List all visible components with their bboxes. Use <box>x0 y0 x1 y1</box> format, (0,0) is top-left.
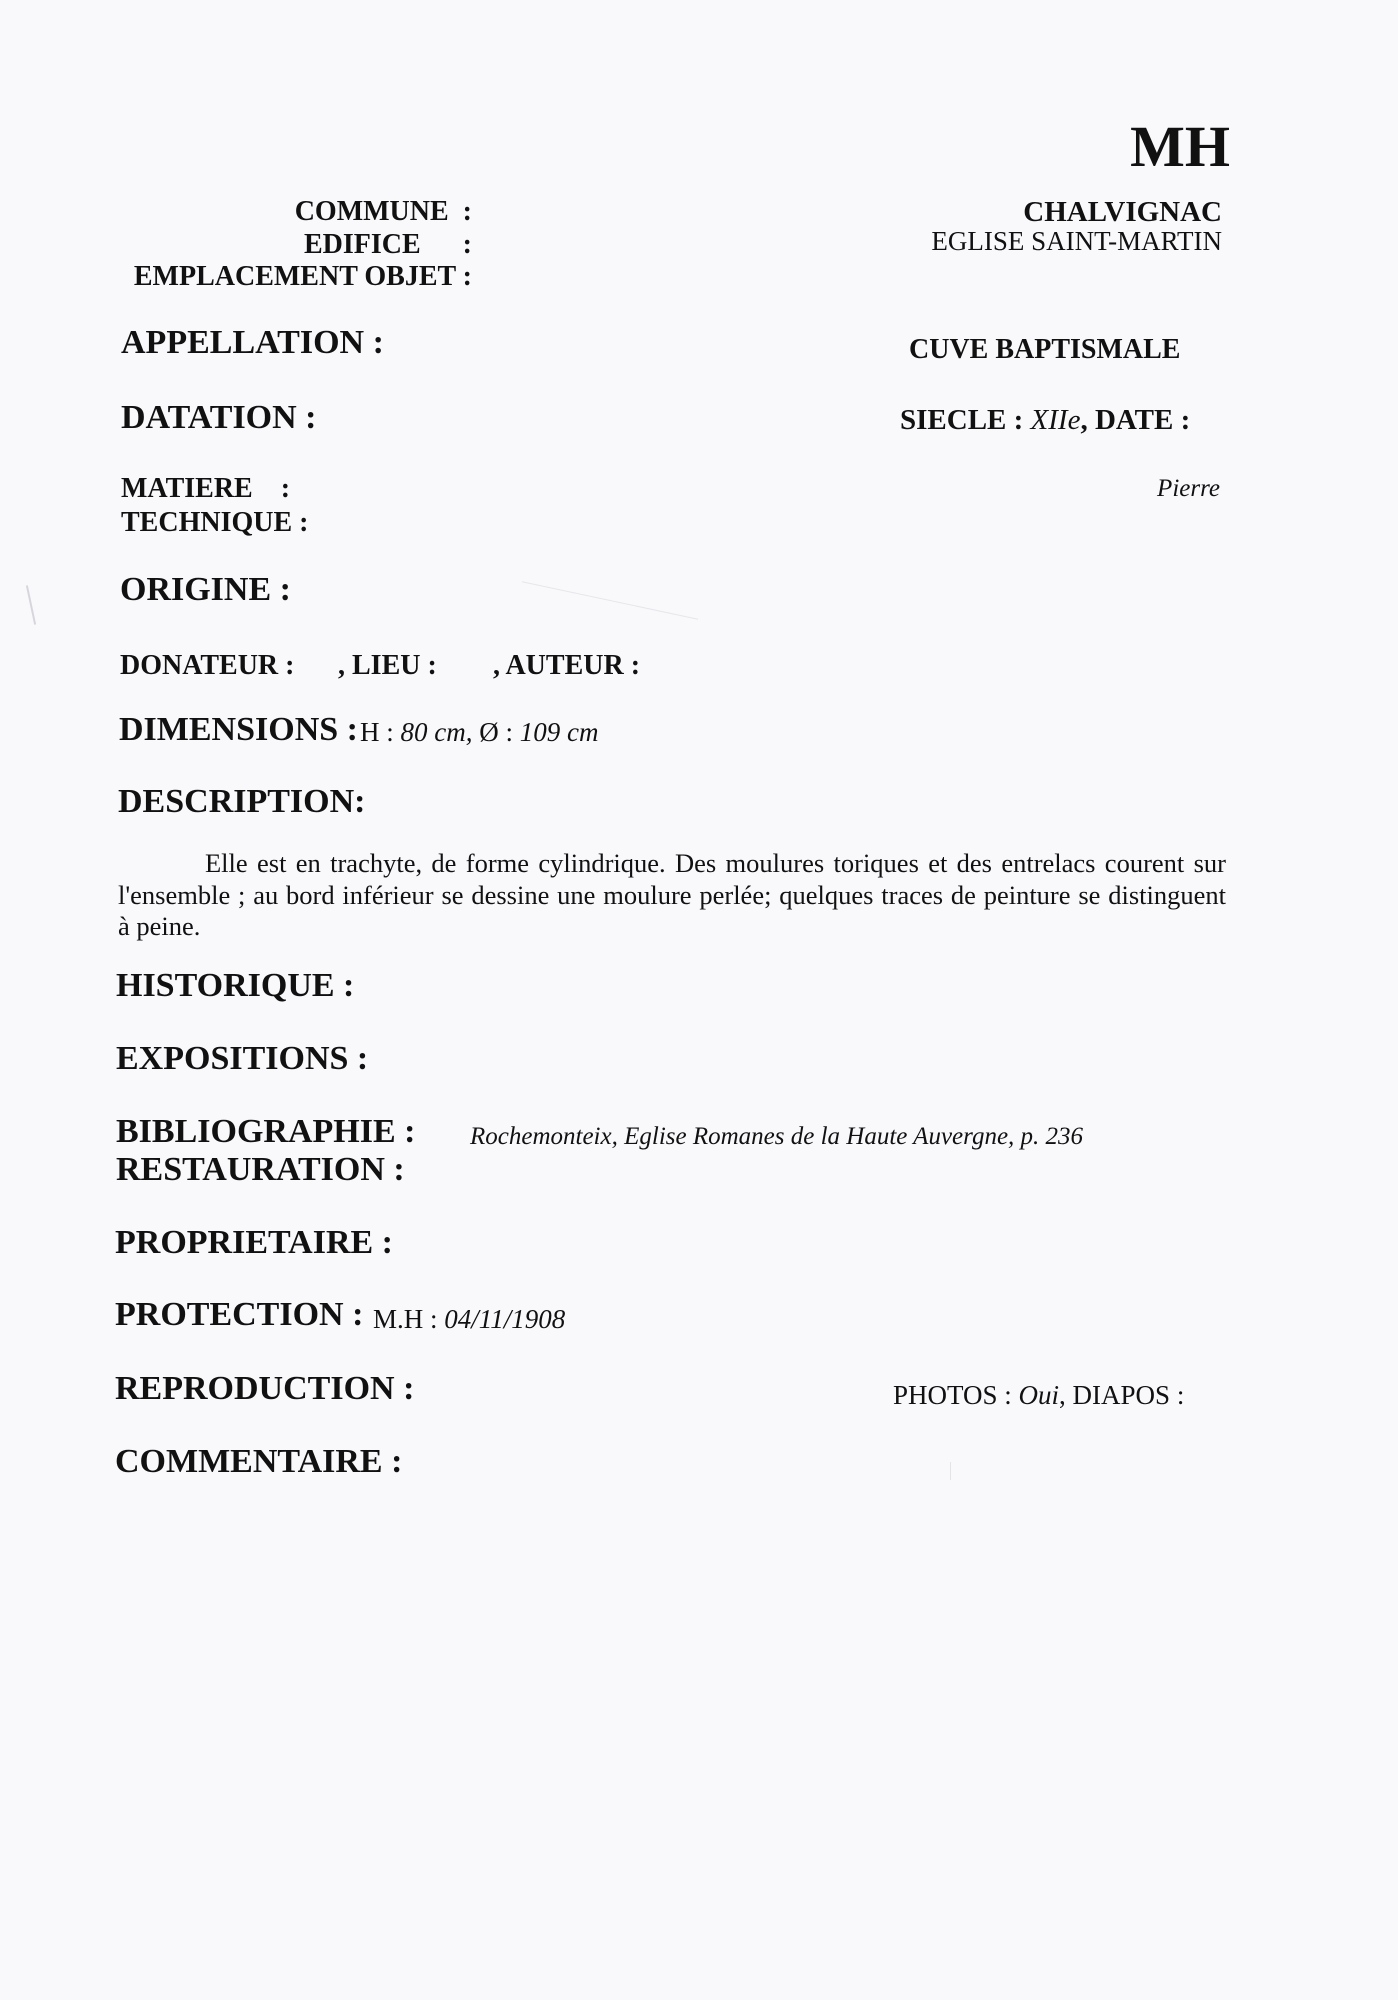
historique-label: HISTORIQUE : <box>116 967 355 1004</box>
siecle-label: SIECLE : <box>900 404 1031 436</box>
protection-value <box>373 1306 565 1333</box>
diameter-label: Ø : <box>472 717 520 747</box>
siecle-line <box>900 406 1190 435</box>
height-label: H : <box>360 717 401 747</box>
mh-badge: MH <box>1130 114 1230 179</box>
datation-label: DATATION : <box>121 399 317 436</box>
scan-mark <box>522 581 698 619</box>
technique-label: TECHNIQUE : <box>121 507 309 538</box>
edifice-label: EDIFICE : <box>303 228 472 260</box>
dimensions-value <box>360 719 598 746</box>
photos-value: Oui <box>1018 1380 1060 1410</box>
siecle-value: XIIe <box>1030 404 1081 436</box>
protection-label: PROTECTION : <box>115 1296 364 1333</box>
proprietaire-label: PROPRIETAIRE : <box>115 1224 393 1261</box>
commune-label: COMMUNE : <box>294 196 472 227</box>
protection-date: 04/11/1908 <box>444 1304 566 1334</box>
photos-label: PHOTOS : <box>893 1380 1019 1410</box>
date-label: , DATE : <box>1080 404 1191 436</box>
matiere-label: MATIERE : <box>121 473 291 504</box>
auteur-label: , AUTEUR : <box>493 650 641 681</box>
diapos-label: , DIAPOS : <box>1059 1380 1185 1410</box>
commentaire-label: COMMENTAIRE : <box>115 1443 403 1480</box>
height-value: 80 cm, <box>400 717 473 747</box>
photos-line <box>893 1382 1184 1409</box>
matiere-value: Pierre <box>1157 475 1220 502</box>
edifice-value: EGLISE SAINT-MARTIN <box>931 226 1222 256</box>
appellation-label: APPELLATION : <box>121 324 384 361</box>
restauration-label: RESTAURATION : <box>116 1151 405 1188</box>
header-labels <box>122 196 472 294</box>
description-label: DESCRIPTION: <box>118 783 366 820</box>
scan-mark <box>950 1462 951 1480</box>
emplacement-label: EMPLACEMENT OBJET : <box>133 261 472 292</box>
donateur-label: DONATEUR : <box>120 650 295 681</box>
matiere-technique-labels <box>121 472 308 540</box>
dimensions-label: DIMENSIONS : <box>119 711 358 748</box>
scan-mark <box>26 585 36 625</box>
reproduction-label: REPRODUCTION : <box>115 1370 415 1407</box>
diameter-value: 109 cm <box>519 717 599 747</box>
origine-label: ORIGINE : <box>120 571 291 608</box>
commune-value: CHALVIGNAC <box>1023 196 1222 228</box>
header-values <box>931 198 1222 256</box>
donateur-line <box>120 652 640 680</box>
appellation-value: CUVE BAPTISMALE <box>909 334 1181 365</box>
lieu-label: , LIEU : <box>338 650 437 681</box>
protection-type: M.H : <box>373 1304 445 1334</box>
bibliographie-label: BIBLIOGRAPHIE : <box>116 1113 416 1150</box>
bibliographie-value: Rochemonteix, Eglise Romanes de la Haute Auvergne, p. 236 <box>470 1123 1084 1150</box>
description-text: Elle est en trachyte, de forme cylindrique. Des moulures toriques et des entrelacs courent sur l'ensemble ; au bord inférieur se dessine une moulure perlée; quelques traces de peinture se distinguent à peine. <box>118 848 1226 941</box>
expositions-label: EXPOSITIONS : <box>116 1040 369 1077</box>
